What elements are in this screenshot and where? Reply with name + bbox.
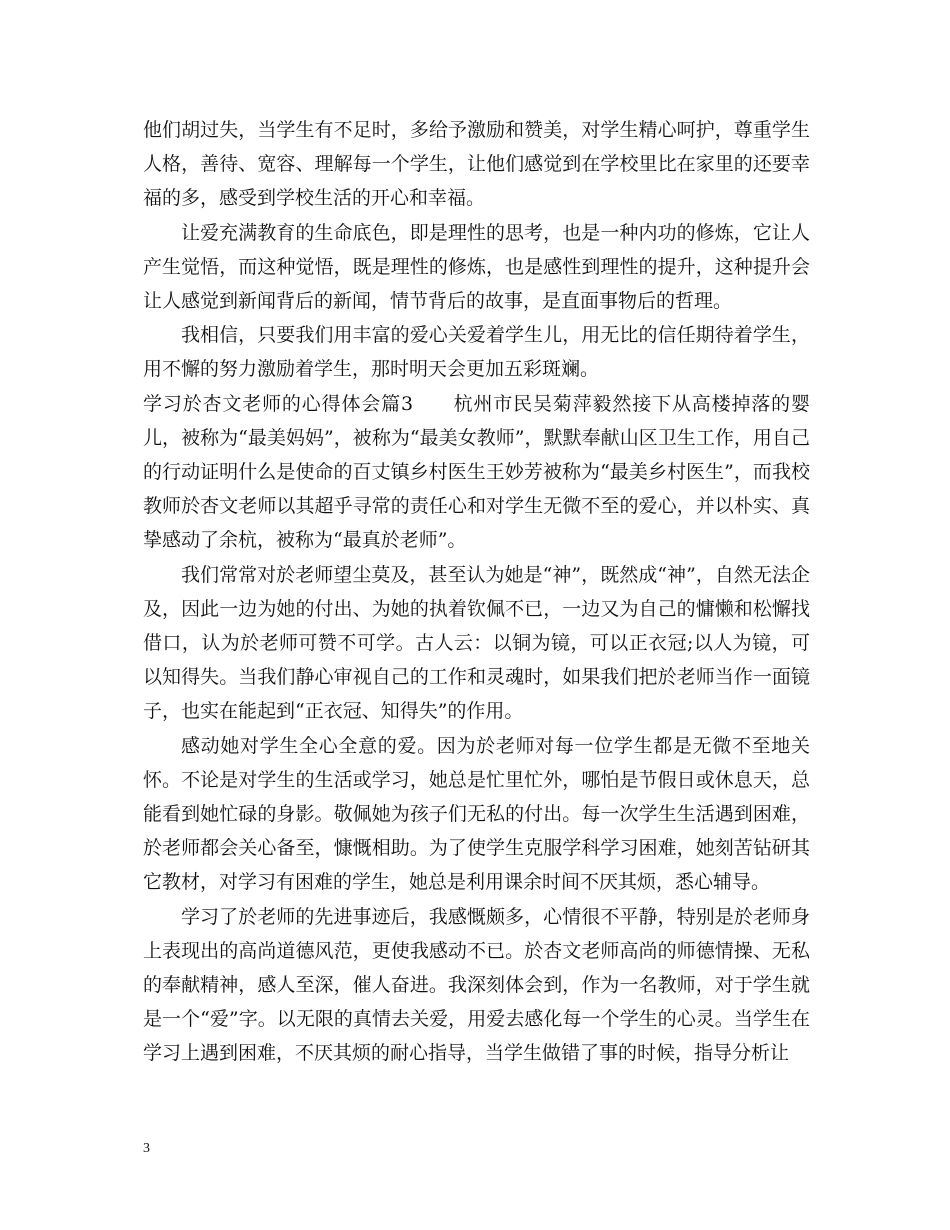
- paragraph-4-section-heading: 学习於杏文老师的心得体会篇3 杭州市民吴菊萍毅然接下从高楼掉落的婴儿，被称为“最美妈妈”，被称为“最美女教师”，默默奉献山区卫生工作，用自己的行动证明什么是使命的百丈镇乡村医生王妙芳被称为“最美乡村医生”，而我校教师於杏文老师以其超乎寻常的责任心和对学生无微不至的爱心，并以朴实、真挚感动了余杭，被称为“最真於老师”。: [143, 392, 810, 552]
- paragraph-1: 他们胡过失，当学生有不足时，多给予激励和赞美，对学生精心呵护，尊重学生人格，善待、宽容、理解每一个学生，让他们感觉到在学校里比在家里的还要幸福的多，感受到学校生活的开心和幸福。: [143, 119, 810, 210]
- paragraph-7: 学习了於老师的先进事迹后，我感慨颇多，心情很不平静，特别是於老师身上表现出的高尚道德风范，更使我感动不已。於杏文老师高尚的师德情操、无私的奉献精神，感人至深，催人奋进。我深刻体会到，作为一名教师，对于学生就是一个“爱”字。以无限的真情去关爱，用爱去感化每一个学生的心灵。当学生在学习上遇到困难，不厌其烦的耐心指导，当学生做错了事的时候，指导分析让: [143, 905, 810, 1065]
- paragraph-6: 感动她对学生全心全意的爱。因为於老师对每一位学生都是无微不至地关怀。不论是对学生的生活或学习，她总是忙里忙外，哪怕是节假日或休息天，总能看到她忙碌的身影。敬佩她为孩子们无私的付出。每一次学生生活遇到困难，於老师都会关心备至，慷慨相助。为了使学生克服学科学习困难，她刻苦钻研其它教材，对学习有困难的学生，她总是利用课余时间不厌其烦，悉心辅导。: [143, 734, 810, 894]
- paragraph-3: 我相信，只要我们用丰富的爱心关爱着学生儿，用无比的信任期待着学生，用不懈的努力激励着学生，那时明天会更加五彩斑斓。: [143, 324, 810, 381]
- paragraph-5: 我们常常对於老师望尘莫及，甚至认为她是“神”，既然成“神”，自然无法企及，因此一边为她的付出、为她的执着钦佩不已，一边又为自己的慵懒和松懈找借口，认为於老师可赞不可学。古人云：以铜为镜，可以正衣冠;以人为镜，可以知得失。当我们静心审视自己的工作和灵魂时，如果我们把於老师当作一面镜子，也实在能起到“正衣冠、知得失”的作用。: [143, 563, 810, 723]
- body-text: [143, 113, 810, 1071]
- page-number: 3: [143, 1141, 150, 1156]
- paragraph-2: 让爱充满教育的生命底色，即是理性的思考，也是一种内功的修炼，它让人产生觉悟，而这种觉悟，既是理性的修炼，也是感性到理性的提升，这种提升会让人感觉到新闻背后的新闻，情节背后的故事，是直面事物后的哲理。: [143, 221, 810, 313]
